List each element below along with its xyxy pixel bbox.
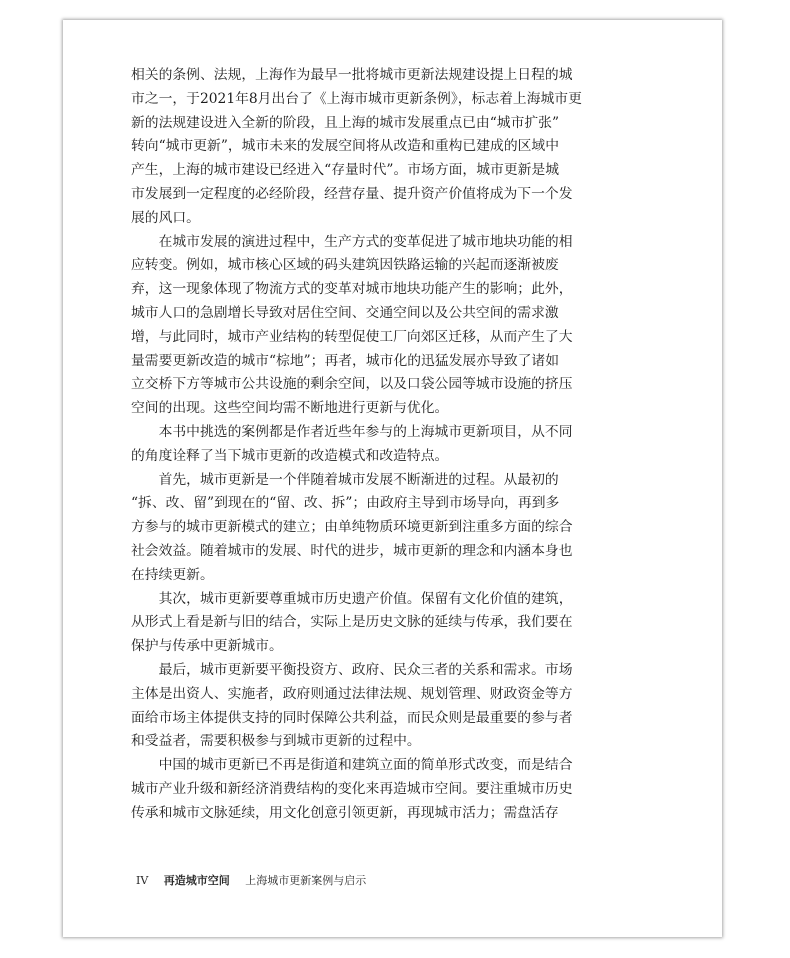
text-line: 应转变。例如，城市核心区域的码头建筑因铁路运输的兴起而逐渐被废	[131, 257, 559, 274]
text-line: 和受益者，需要积极参与到城市更新的过程中。	[131, 733, 421, 750]
paragraph-4	[131, 469, 623, 588]
text-line: 在持续更新。	[131, 566, 214, 583]
body-text	[131, 64, 623, 826]
text-line: 最后，城市更新要平衡投资方、政府、民众三者的关系和需求。市场	[131, 661, 573, 678]
paragraph-3	[131, 421, 623, 469]
page-number: IV	[136, 874, 149, 887]
book-title: 再造城市空间	[163, 874, 230, 887]
text-line: 传承和城市文脉延续，用文化创意引领更新，再现城市活力；需盘活存	[131, 804, 559, 821]
text-line: 展的风口。	[131, 209, 200, 226]
text-line: 从形式上看是新与旧的结合，实际上是历史文脉的延续与传承，我们要在	[131, 614, 573, 631]
text-line: 中国的城市更新已不再是街道和建筑立面的简单形式改变，而是结合	[131, 757, 573, 774]
text-line: 社会效益。随着城市的发展、时代的进步，城市更新的理念和内涵本身也	[131, 542, 573, 559]
text-line: 本书中挑选的案例都是作者近些年参与的上海城市更新项目，从不同	[131, 423, 573, 440]
text-line: 立交桥下方等城市公共设施的剩余空间，以及口袋公园等城市设施的挤压	[131, 376, 573, 393]
paragraph-7	[131, 754, 623, 825]
paragraph-2	[131, 231, 623, 421]
text-line: 空间的出现。这些空间均需不断地进行更新与优化。	[131, 400, 449, 417]
text-line: 首先，城市更新是一个伴随着城市发展不断渐进的过程。从最初的	[131, 471, 559, 488]
text-line: 转向“城市更新”，城市未来的发展空间将从改造和重构已建成的区域中	[131, 138, 560, 155]
paragraph-5	[131, 588, 623, 659]
text-line: “拆、改、留”到现在的“留、改、拆”；由政府主导到市场导向，再到多	[131, 495, 560, 512]
paragraph-6	[131, 659, 623, 754]
book-page	[63, 20, 722, 937]
text-line: 新的法规建设进入全新的阶段，且上海的城市发展重点已由“城市扩张”	[131, 114, 560, 131]
text-line: 方参与的城市更新模式的建立；由单纯物质环境更新到注重多方面的综合	[131, 519, 573, 536]
text-line: 保护与传承中更新城市。	[131, 638, 283, 655]
page-footer	[136, 872, 366, 888]
text-line: 城市人口的急剧增长导致对居住空间、交通空间以及公共空间的需求激	[131, 304, 559, 321]
text-line: 产生，上海的城市建设已经进入“存量时代”。市场方面，城市更新是城	[131, 162, 560, 179]
text-line: 在城市发展的演进过程中，生产方式的变革促进了城市地块功能的相	[131, 233, 573, 250]
paragraph-1	[131, 64, 623, 231]
text-line: 相关的条例、法规，上海作为最早一批将城市更新法规建设提上日程的城	[131, 67, 573, 83]
text-line: 增，与此同时，城市产业结构的转型促使工厂向郊区迁移，从而产生了大	[131, 328, 573, 345]
text-line: 量需要更新改造的城市“棕地”；再者，城市化的迅猛发展亦导致了诸如	[131, 352, 560, 369]
text-line: 其次，城市更新要尊重城市历史遗产价值。保留有文化价值的建筑，	[131, 590, 573, 607]
text-line: 的角度诠释了当下城市更新的改造模式和改造特点。	[131, 447, 449, 464]
text-line: 市之一，于2021年8月出台了《上海市城市更新条例》，标志着上海城市更	[131, 90, 582, 107]
text-line: 弃，这一现象体现了物流方式的变革对城市地块功能产生的影响；此外，	[131, 281, 573, 298]
text-line: 市发展到一定程度的必经阶段，经营存量、提升资产价值将成为下一个发	[131, 185, 573, 202]
text-line: 城市产业升级和新经济消费结构的变化来再造城市空间。要注重城市历史	[131, 780, 573, 797]
book-subtitle: 上海城市更新案例与启示	[245, 874, 367, 887]
text-line: 面给市场主体提供支持的同时保障公共利益，而民众则是最重要的参与者	[131, 709, 573, 726]
text-line: 主体是出资人、实施者，政府则通过法律法规、规划管理、财政资金等方	[131, 685, 573, 702]
